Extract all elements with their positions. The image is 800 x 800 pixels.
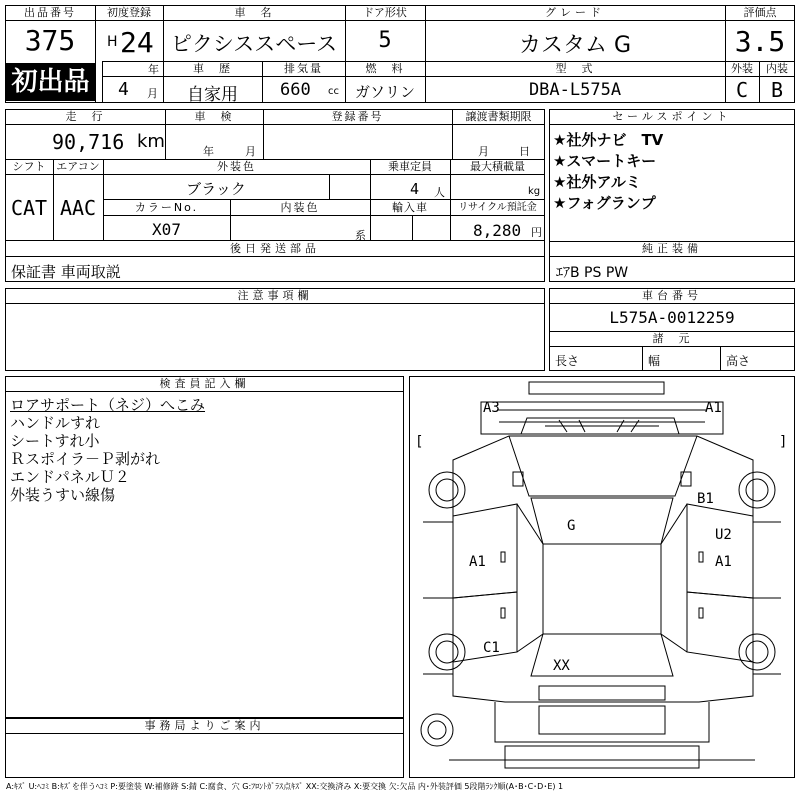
mileage-unit: km xyxy=(137,131,165,152)
office-label: 事務局よりご案内 xyxy=(144,719,265,732)
lot-number-label: 出品番号 xyxy=(24,6,76,19)
sales-point-item: ★社外ナビ TV xyxy=(553,131,664,149)
int-color-label: 内装色 xyxy=(280,201,320,214)
transfer-month-unit: 月 xyxy=(478,145,489,158)
recycle-fee: 8,280 xyxy=(473,221,522,240)
dimensions-label: 諸 元 xyxy=(652,332,692,345)
door-type: 5 xyxy=(378,28,392,53)
registration-month: 4 xyxy=(118,79,129,100)
score: 3.5 xyxy=(734,25,786,58)
transfer-docs-label: 譲渡書類期限 xyxy=(465,110,532,123)
history: 自家用 xyxy=(187,85,238,105)
first-registration-label: 初度登録 xyxy=(107,6,151,19)
first-listing-badge: 初出品 xyxy=(5,63,96,101)
grade: カスタム G xyxy=(518,33,632,58)
max-load-unit: kg xyxy=(528,186,541,197)
damage-mark: A1 xyxy=(705,400,722,416)
displacement-unit: cc xyxy=(328,86,339,97)
damage-mark: A3 xyxy=(483,400,500,416)
registration-year-unit: 年 xyxy=(148,63,159,76)
ext-color: ブラック xyxy=(186,180,246,198)
inspector-note: ハンドルすれ xyxy=(10,414,101,432)
damage-legend: A:ｷｽﾞ U:ﾍｺﾐ B:ｷｽﾞを伴うﾍｺﾐ P:要塗装 W:補修跡 S:錆 C:腐食、穴 G:ﾌﾛﾝﾄｶﾞﾗｽ点ｷｽﾞ XX:交換済み X:要交換 欠:欠品 内･外装評価 5段階ﾗﾝｸ順(A･B･C･D･E) 1 xyxy=(6,782,564,791)
displacement: 660 xyxy=(280,80,311,100)
plate-label: 登録番号 xyxy=(331,110,384,123)
model-code: DBA-L575A xyxy=(528,80,622,100)
transfer-day-unit: 日 xyxy=(519,145,530,158)
capacity: 4 xyxy=(410,180,420,198)
capacity-unit: 人 xyxy=(434,186,445,199)
exterior-rating-label: 外装 xyxy=(731,62,753,75)
car-diagram xyxy=(409,376,795,778)
inspector-note: シートすれ小 xyxy=(10,432,100,450)
model-code-label: 型 式 xyxy=(555,62,595,75)
recycle-unit: 円 xyxy=(531,226,542,239)
notes-label: 注意事項欄 xyxy=(237,289,313,302)
sales-point-item: ★社外アルミ xyxy=(553,173,641,191)
damage-mark: A1 xyxy=(715,554,732,570)
damage-mark: B1 xyxy=(697,491,714,507)
color-no: X07 xyxy=(152,220,181,239)
interior-rating-label: 内装 xyxy=(766,62,788,75)
bracket-right: ] xyxy=(779,434,788,450)
import-label: 輸入車 xyxy=(392,201,428,214)
inspector-note: ロアサポート（ネジ）へこみ xyxy=(10,396,206,414)
car-name: ピクシススペース xyxy=(170,32,338,56)
sales-point-item: ★フォグランプ xyxy=(553,194,656,212)
damage-mark: C1 xyxy=(483,640,500,656)
chassis-label: 車台番号 xyxy=(642,289,702,302)
registration-era: H xyxy=(107,34,118,50)
inspector-note: Ｒスポイラ－Ｐ剥がれ xyxy=(10,450,161,468)
color-no-label: カラーNo. xyxy=(134,201,199,214)
inspector-notes-list xyxy=(10,396,205,504)
mileage: 90,716 xyxy=(52,130,125,154)
inspection-month-unit: 月 xyxy=(245,145,256,158)
capacity-label: 乗車定員 xyxy=(388,160,432,173)
damage-mark: XX xyxy=(553,658,570,674)
fuel: ガソリン xyxy=(354,83,415,101)
chassis-number: L575A-0012259 xyxy=(609,308,735,327)
registration-year: 24 xyxy=(120,26,154,59)
score-label: 評価点 xyxy=(743,6,777,19)
sales-point-item: ★スマートキー xyxy=(553,152,657,170)
equipment: ｴｱB PS PW xyxy=(556,265,629,281)
car-name-label: 車 名 xyxy=(234,6,274,19)
door-type-label: ドア形状 xyxy=(363,6,407,19)
dimension-length-label: 長さ xyxy=(555,354,580,368)
grade-label: グレード xyxy=(545,6,605,19)
sales-points-label: セールスポイント xyxy=(612,110,732,123)
inspector-label: 検査員記入欄 xyxy=(159,377,250,390)
lot-number: 375 xyxy=(24,24,76,57)
inspector-note: 外装うすい線傷 xyxy=(10,486,116,504)
fuel-label: 燃 料 xyxy=(365,62,405,75)
later-parts-label: 後日発送部品 xyxy=(230,242,320,255)
interior-rating: B xyxy=(770,78,784,102)
sales-points-list xyxy=(553,130,663,214)
dimension-height-label: 高さ xyxy=(726,354,751,368)
ext-color-label: 外装色 xyxy=(217,160,256,173)
dimension-width-label: 幅 xyxy=(648,354,661,368)
damage-mark: U2 xyxy=(715,527,732,543)
damage-mark: G xyxy=(567,518,576,534)
damage-mark: A1 xyxy=(469,554,486,570)
inspection-label: 車 検 xyxy=(194,110,234,123)
aircon: AAC xyxy=(59,196,97,220)
shift-label: シフト xyxy=(12,160,46,173)
exterior-rating: C xyxy=(735,78,749,102)
equipment-label: 純正装備 xyxy=(642,242,702,255)
later-parts: 保証書 車両取説 xyxy=(11,263,121,281)
inspector-note: エンドパネルＵ２ xyxy=(10,468,130,486)
mileage-label: 走 行 xyxy=(65,110,105,123)
aircon-label: エアコン xyxy=(56,160,100,173)
bracket-left: [ xyxy=(415,434,424,450)
int-color-unit: 系 xyxy=(355,229,366,242)
inspection-year-unit: 年 xyxy=(203,145,214,158)
history-label: 車 歴 xyxy=(193,62,232,75)
displacement-label: 排気量 xyxy=(284,62,323,75)
max-load-label: 最大積載量 xyxy=(470,160,525,173)
registration-month-unit: 月 xyxy=(147,87,158,100)
shift: CAT xyxy=(10,196,48,220)
recycle-label: リサイクル預託金 xyxy=(458,202,537,213)
